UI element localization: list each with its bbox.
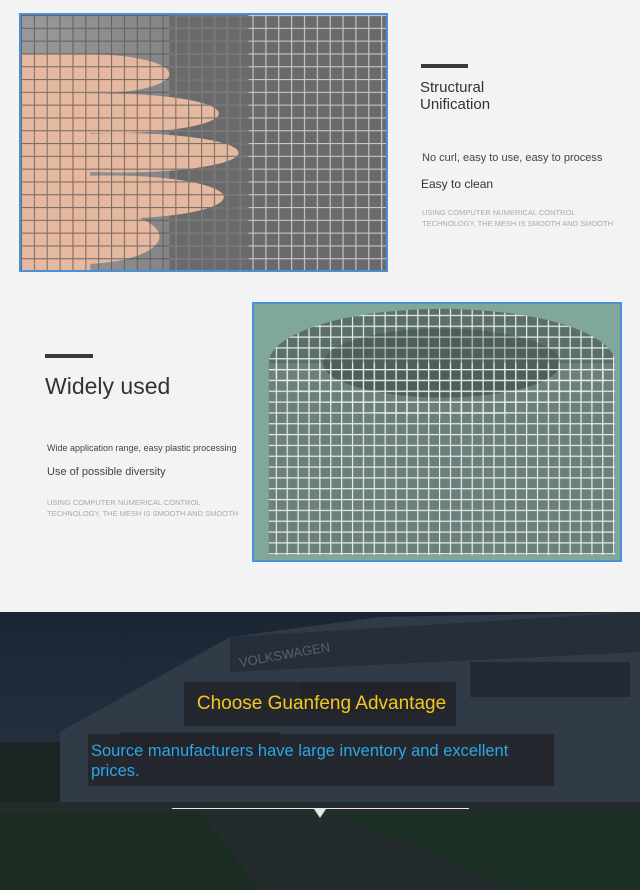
section1-fine-print: USING COMPUTER NUMERICAL CONTROL TECHNOLOGY, THE MESH IS SMOOTH AND SMOOTH [422, 208, 613, 228]
section2-accent-bar [45, 354, 93, 358]
section2-fine-print: USING COMPUTER NUMERICAL CONTROL TECHNOLOGY, THE MESH IS SMOOTH AND SMOOTH [47, 498, 238, 518]
section2-title: Widely used [45, 373, 171, 399]
wire-mesh-roll-photo [252, 302, 622, 562]
section2-line2: Use of possible diversity [47, 466, 166, 478]
section1-line1: No curl, easy to use, easy to process [422, 152, 603, 164]
section1-accent-bar [421, 64, 468, 68]
section1-line2: Easy to clean [421, 177, 494, 191]
banner-title: Choose Guanfeng Advantage [196, 693, 447, 714]
wire-mesh-hand-photo [19, 13, 388, 272]
building-sign: VOLKSWAGEN [237, 639, 332, 670]
section1-title: Structural Unification [420, 79, 491, 113]
banner-text: Source manufacturers have large inventory and excellent prices. [91, 742, 509, 780]
caret-down-icon [314, 809, 326, 818]
section2-line1: Wide application range, easy plastic processing [47, 443, 237, 453]
